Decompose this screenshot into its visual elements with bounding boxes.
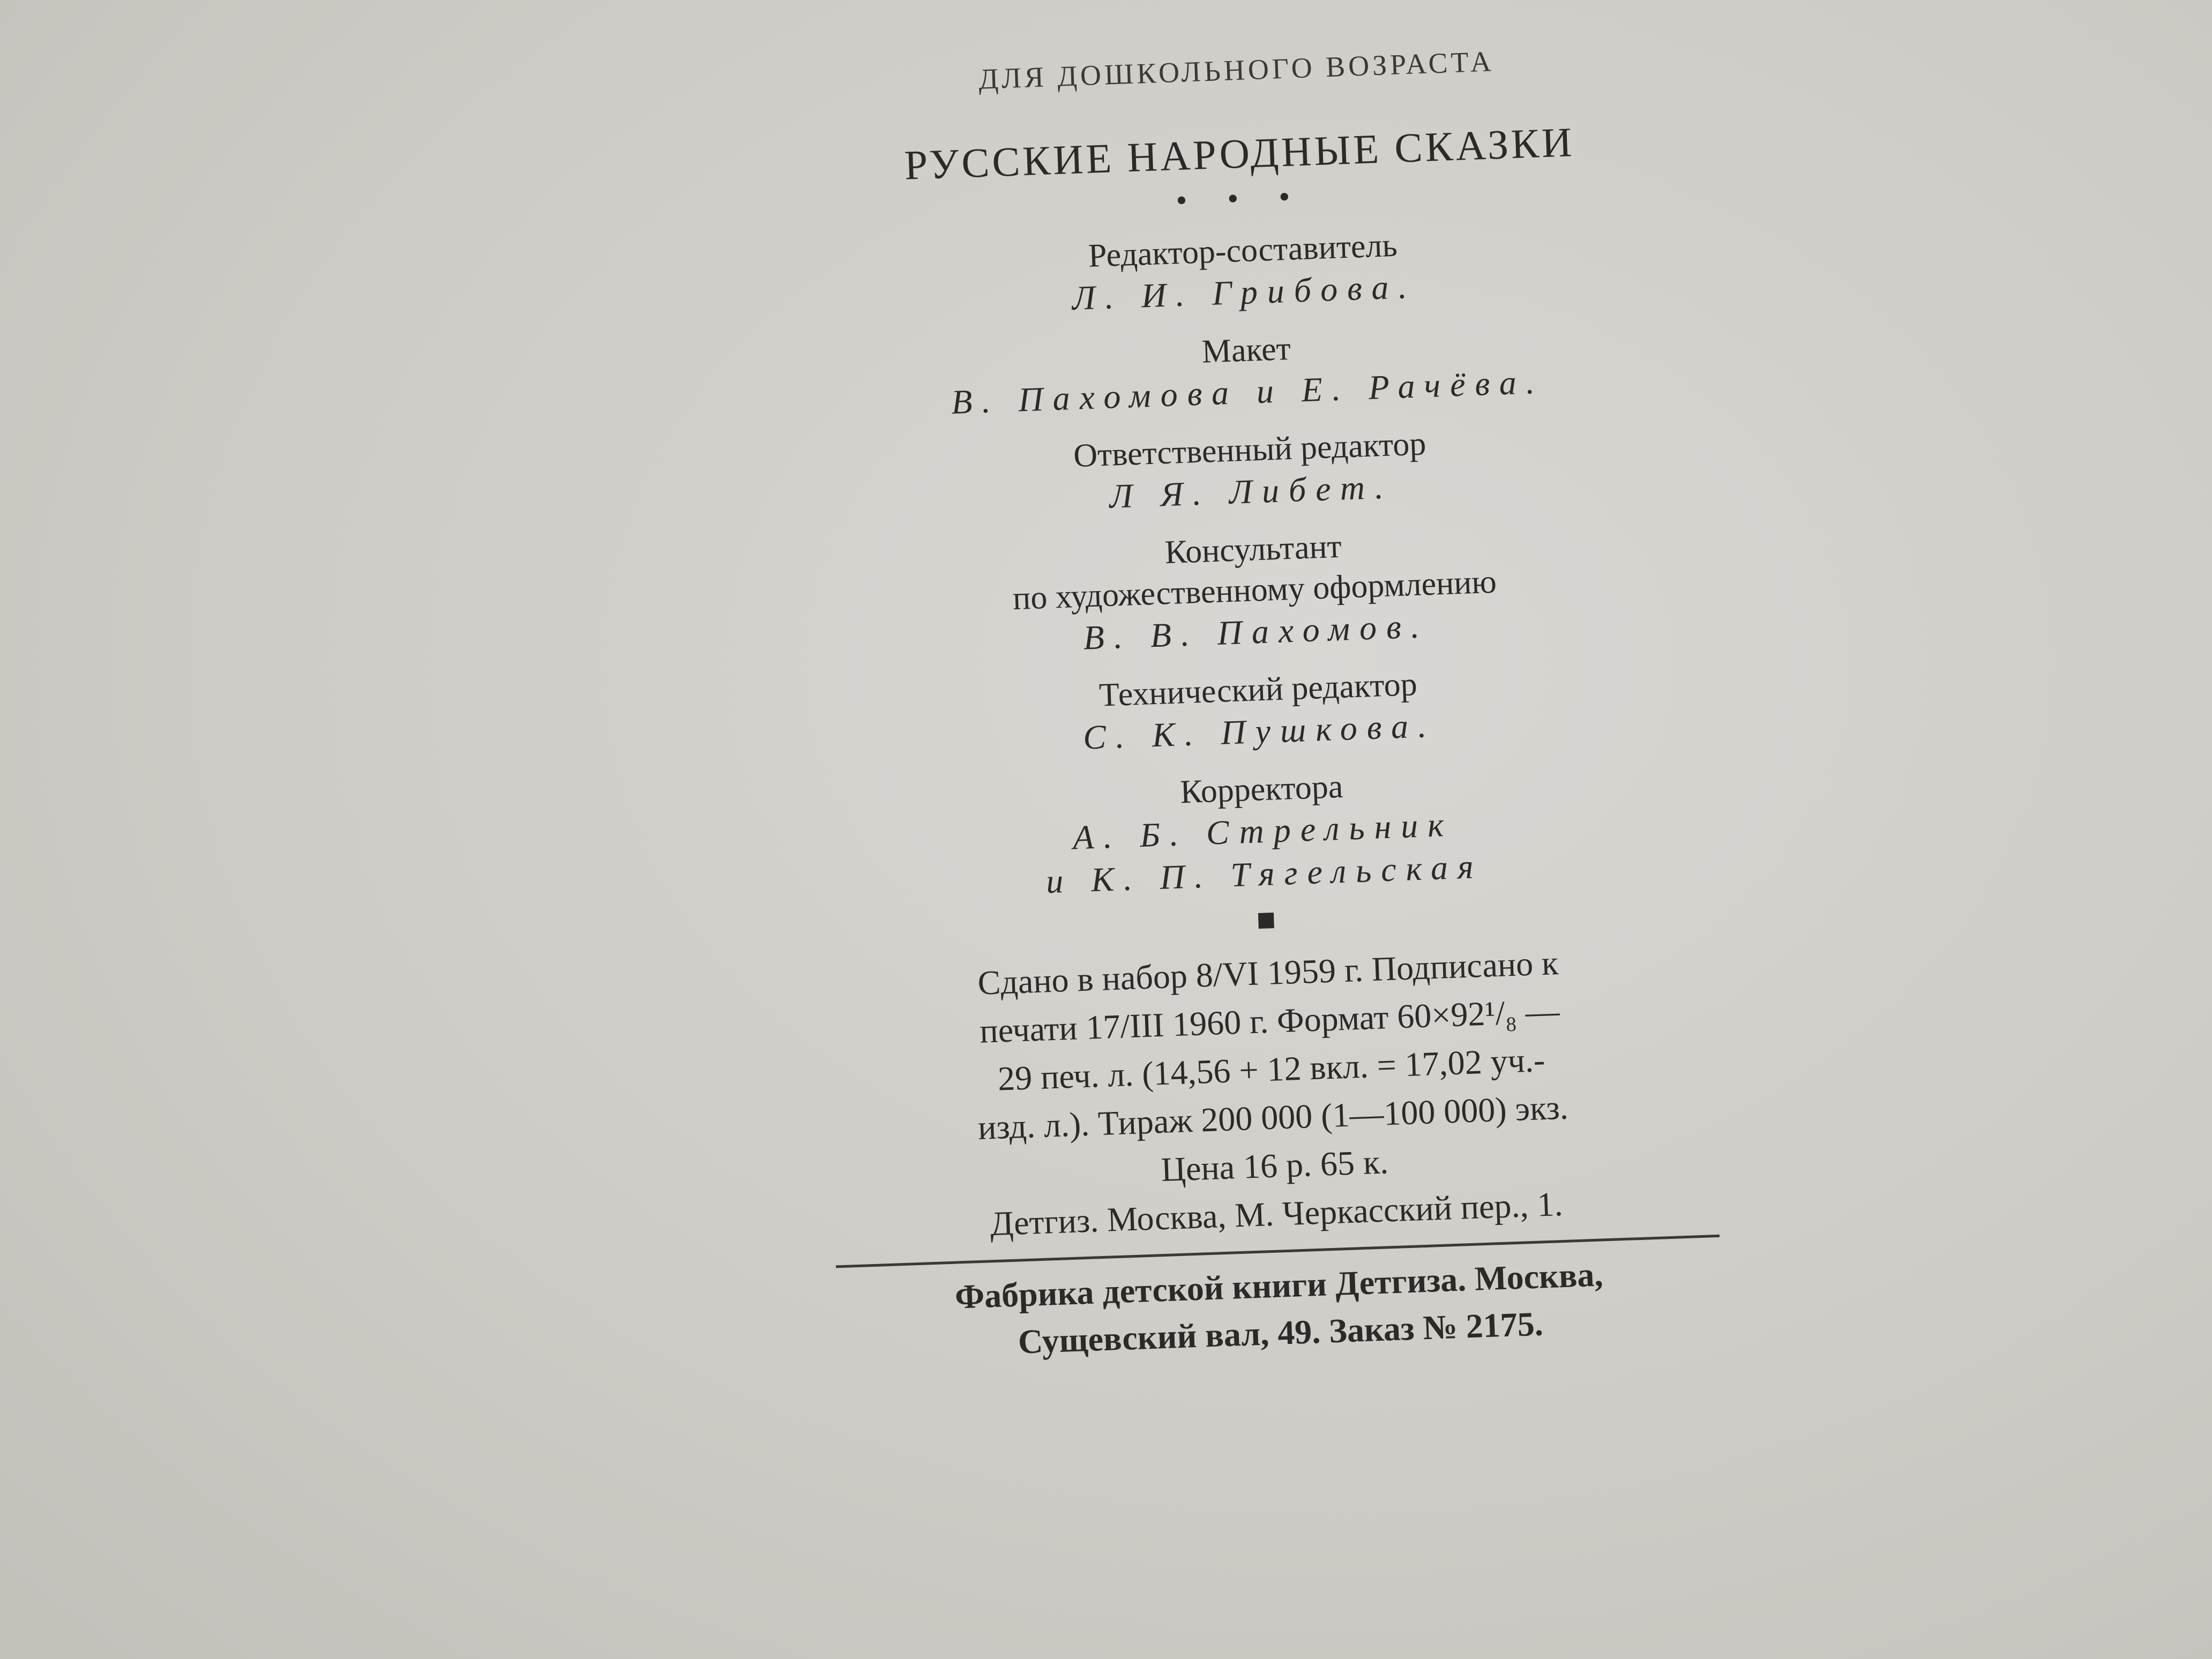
credit-person: С. К. Пушкова. xyxy=(1082,706,1437,757)
credit-person: Л. И. Грибова. xyxy=(1071,267,1417,317)
credit-person: В. Пахомова и Е. Рачёва. xyxy=(951,362,1545,421)
imprint-line: печати 17/III 1960 г. Формат 60×92¹/₈ — xyxy=(979,992,1560,1050)
credit-person-second: и К. П. Тягельская xyxy=(1045,847,1484,901)
credit-person: В. В. Пахомов. xyxy=(1082,607,1430,657)
credit-role: Макет xyxy=(1201,330,1291,370)
credit-technical-editor xyxy=(816,654,1702,768)
credit-role: Корректора xyxy=(1179,768,1344,811)
factory-line: Фабрика детской книги Детгиза. Москва, xyxy=(954,1255,1604,1316)
imprint-line: Детгиз. Москва, М. Черкасский пер., 1. xyxy=(989,1185,1564,1243)
imprint-line: Цена 16 р. 65 к. xyxy=(1160,1142,1389,1189)
credit-layout xyxy=(804,315,1690,429)
credit-person: Л Я. Либет. xyxy=(1109,467,1394,515)
credit-responsible-editor xyxy=(807,414,1693,528)
credit-role: Консультант xyxy=(1164,528,1342,571)
credit-art-consultant xyxy=(811,514,1699,669)
credit-role: Редактор-составитель xyxy=(1087,227,1398,274)
credit-person: А. Б. Стрельник xyxy=(1072,805,1454,857)
credit-compiler xyxy=(800,215,1686,329)
section-bullet: ■ xyxy=(1256,901,1277,938)
separator-dots: • • • xyxy=(1175,178,1307,219)
credit-role: Технический редактор xyxy=(1098,666,1418,714)
imprint-line: 29 печ. л. (14,56 + 12 вкл. = 17,02 уч.- xyxy=(997,1041,1546,1098)
credit-role: Ответственный редактор xyxy=(1073,425,1427,474)
series-label: ДЛЯ ДОШКОЛЬНОГО ВОЗРАСТА xyxy=(978,45,1495,95)
imprint-line: Сдано в набор 8/VI 1959 г. Подписано к xyxy=(977,944,1559,1002)
factory-block xyxy=(836,1247,1723,1372)
factory-line: Сущевский вал, 49. Заказ № 2175. xyxy=(1017,1304,1544,1361)
credit-proofreaders xyxy=(819,753,1707,910)
colophon-column xyxy=(794,17,1723,1372)
imprint-block xyxy=(825,933,1719,1253)
book-title: РУССКИЕ НАРОДНЫЕ СКАЗКИ xyxy=(903,118,1575,189)
imprint-line: изд. л.). Тираж 200 000 (1—100 000) экз. xyxy=(977,1088,1569,1147)
credit-role-continued: по художественному оформлению xyxy=(1012,563,1497,617)
